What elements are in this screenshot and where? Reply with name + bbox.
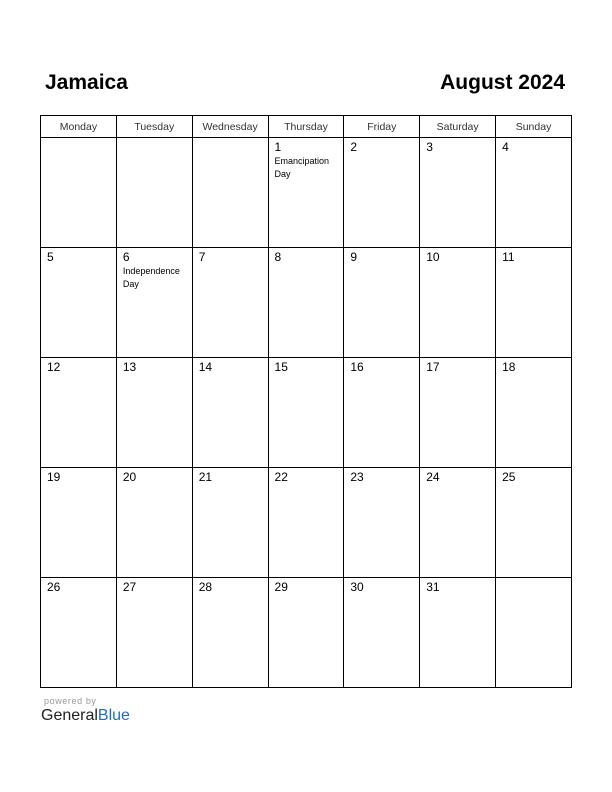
day-cell — [192, 358, 268, 468]
day-number: 3 — [426, 140, 433, 154]
day-cell — [268, 248, 344, 358]
day-cell — [496, 248, 572, 358]
day-cell — [420, 578, 496, 688]
day-cell — [496, 138, 572, 248]
day-cell — [344, 248, 420, 358]
day-cell — [420, 248, 496, 358]
weekday-header: Monday — [41, 116, 117, 138]
weekday-header: Tuesday — [116, 116, 192, 138]
day-number: 24 — [426, 470, 440, 484]
day-cell — [496, 578, 572, 688]
day-number: 26 — [47, 580, 61, 594]
day-number: 18 — [502, 360, 516, 374]
day-number: 14 — [198, 360, 213, 374]
day-number: 15 — [274, 360, 288, 374]
holiday-label: Independence Day — [122, 266, 180, 289]
day-number: 7 — [198, 250, 206, 264]
day-cell — [41, 578, 117, 688]
month-year-title: August 2024 — [440, 71, 565, 94]
day-cell — [192, 248, 268, 358]
day-cell — [116, 578, 192, 688]
weekday-header-row — [41, 116, 572, 138]
day-cell — [192, 138, 268, 248]
day-number: 5 — [47, 250, 54, 264]
day-number: 8 — [274, 250, 282, 264]
day-cell — [344, 138, 420, 248]
week-row — [41, 578, 572, 688]
day-number: 27 — [122, 580, 137, 594]
day-number: 10 — [426, 250, 440, 264]
day-cell — [420, 358, 496, 468]
day-cell — [496, 468, 572, 578]
day-cell — [420, 138, 496, 248]
day-cell — [496, 358, 572, 468]
day-cell — [116, 468, 192, 578]
day-number: 4 — [502, 140, 509, 154]
day-number: 25 — [502, 470, 516, 484]
country-title: Jamaica — [45, 71, 128, 94]
brand-name-first: General — [41, 707, 98, 724]
day-cell — [192, 468, 268, 578]
day-number: 16 — [350, 360, 364, 374]
day-number: 23 — [350, 470, 364, 484]
day-cell — [41, 248, 117, 358]
day-cell — [41, 468, 117, 578]
day-number: 19 — [47, 470, 61, 484]
day-number: 28 — [198, 580, 213, 594]
day-cell — [268, 358, 344, 468]
footer-branding — [41, 696, 130, 725]
day-cell — [420, 468, 496, 578]
brand-logo — [41, 707, 130, 725]
brand-name-second: Blue — [97, 707, 130, 724]
day-cell — [268, 138, 344, 248]
day-number: 31 — [426, 580, 440, 594]
week-row — [41, 468, 572, 578]
weekday-header: Wednesday — [192, 116, 268, 138]
day-number: 11 — [502, 250, 515, 264]
calendar-grid — [40, 115, 572, 688]
day-cell — [268, 468, 344, 578]
powered-by-label: powered by — [44, 696, 97, 706]
day-cell — [41, 358, 117, 468]
day-cell — [116, 138, 192, 248]
day-number: 17 — [426, 360, 440, 374]
day-cell — [344, 578, 420, 688]
day-number: 21 — [198, 470, 213, 484]
day-cell — [268, 578, 344, 688]
day-number: 29 — [274, 580, 288, 594]
day-number: 12 — [47, 360, 61, 374]
day-number: 20 — [122, 470, 137, 484]
day-number: 1 — [274, 140, 282, 154]
weekday-header: Saturday — [420, 116, 496, 138]
day-cell — [116, 248, 192, 358]
day-number: 9 — [350, 250, 358, 264]
week-row — [41, 138, 572, 248]
day-number: 6 — [122, 250, 130, 264]
day-number: 30 — [350, 580, 364, 594]
day-cell — [192, 578, 268, 688]
day-number: 13 — [122, 360, 137, 374]
day-cell — [344, 358, 420, 468]
holiday-label: Emancipation Day — [274, 156, 330, 179]
day-number: 22 — [274, 470, 288, 484]
weekday-header: Friday — [344, 116, 420, 138]
weekday-header: Thursday — [268, 116, 344, 138]
day-cell — [41, 138, 117, 248]
week-row — [41, 358, 572, 468]
day-cell — [116, 358, 192, 468]
week-row — [41, 248, 572, 358]
day-number: 2 — [350, 140, 358, 154]
day-cell — [344, 468, 420, 578]
weekday-header: Sunday — [496, 116, 572, 138]
